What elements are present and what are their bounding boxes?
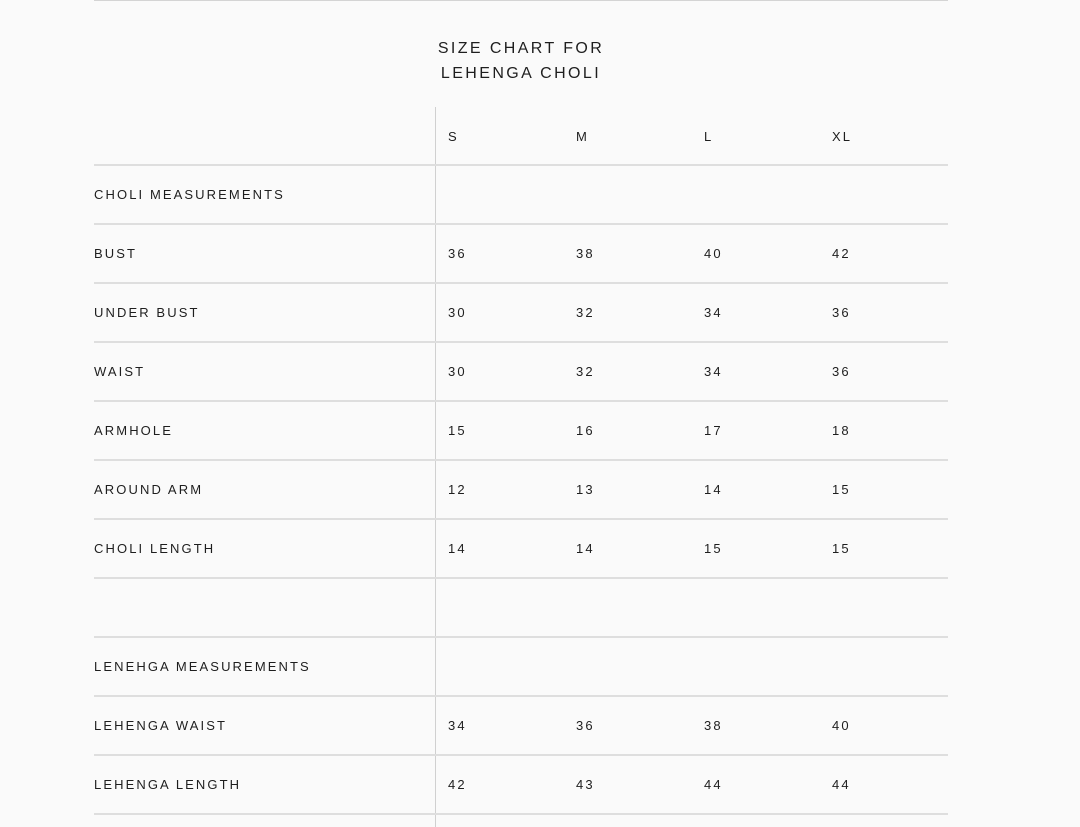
table-row: [94, 697, 948, 756]
table-row: [94, 225, 948, 284]
cell-xl: 36: [832, 305, 851, 320]
row-label: AROUND ARM: [94, 482, 204, 497]
size-chart-table: [94, 107, 948, 815]
row-label: CHOLI LENGTH: [94, 541, 216, 556]
cell-xl: 36: [832, 364, 851, 379]
cell-l: 34: [704, 364, 723, 379]
cell-s: 15: [448, 423, 467, 438]
cell-l: 15: [704, 541, 723, 556]
table-row: [94, 343, 948, 402]
row-label: WAIST: [94, 364, 146, 379]
cell-xl: 18: [832, 423, 851, 438]
top-divider: [94, 0, 948, 1]
cell-m: 36: [576, 718, 595, 733]
cell-s: 34: [448, 718, 467, 733]
table-row: [94, 284, 948, 343]
title-line-2: LEHENGA CHOLI: [440, 65, 602, 82]
cell-l: 17: [704, 423, 723, 438]
cell-m: 13: [576, 482, 595, 497]
cell-s: 36: [448, 246, 467, 261]
title-line-1: SIZE CHART FOR: [437, 40, 605, 57]
cell-s: 14: [448, 541, 467, 556]
cell-s: 30: [448, 305, 467, 320]
cell-l: 40: [704, 246, 723, 261]
header-size-s: S: [448, 129, 459, 144]
row-label: LEHENGA LENGTH: [94, 777, 242, 792]
cell-m: 43: [576, 777, 595, 792]
table-row: [94, 461, 948, 520]
cell-xl: 15: [832, 541, 851, 556]
cell-m: 32: [576, 364, 595, 379]
header-size-m: M: [576, 129, 589, 144]
header-size-xl: XL: [832, 129, 853, 144]
cell-xl: 42: [832, 246, 851, 261]
table-row: [94, 520, 948, 579]
header-size-l: L: [704, 129, 714, 144]
table-row: [94, 756, 948, 815]
page-title: [94, 36, 948, 86]
table-row: [94, 402, 948, 461]
cell-xl: 44: [832, 777, 851, 792]
cell-m: 14: [576, 541, 595, 556]
table-row: [94, 579, 948, 638]
cell-l: 38: [704, 718, 723, 733]
row-label: ARMHOLE: [94, 423, 173, 438]
table-row: [94, 638, 948, 697]
row-label: LEHENGA WAIST: [94, 718, 228, 733]
row-label: UNDER BUST: [94, 305, 200, 320]
cell-l: 44: [704, 777, 723, 792]
cell-s: 42: [448, 777, 467, 792]
cell-l: 34: [704, 305, 723, 320]
row-label: CHOLI MEASUREMENTS: [94, 187, 285, 202]
table-row: [94, 166, 948, 225]
cell-s: 12: [448, 482, 467, 497]
cell-s: 30: [448, 364, 467, 379]
row-label: BUST: [94, 246, 138, 261]
cell-xl: 40: [832, 718, 851, 733]
cell-m: 38: [576, 246, 595, 261]
cell-m: 16: [576, 423, 595, 438]
cell-l: 14: [704, 482, 723, 497]
cell-m: 32: [576, 305, 595, 320]
header-row: [94, 107, 948, 166]
row-label: LENEHGA MEASUREMENTS: [94, 659, 311, 674]
cell-xl: 15: [832, 482, 851, 497]
